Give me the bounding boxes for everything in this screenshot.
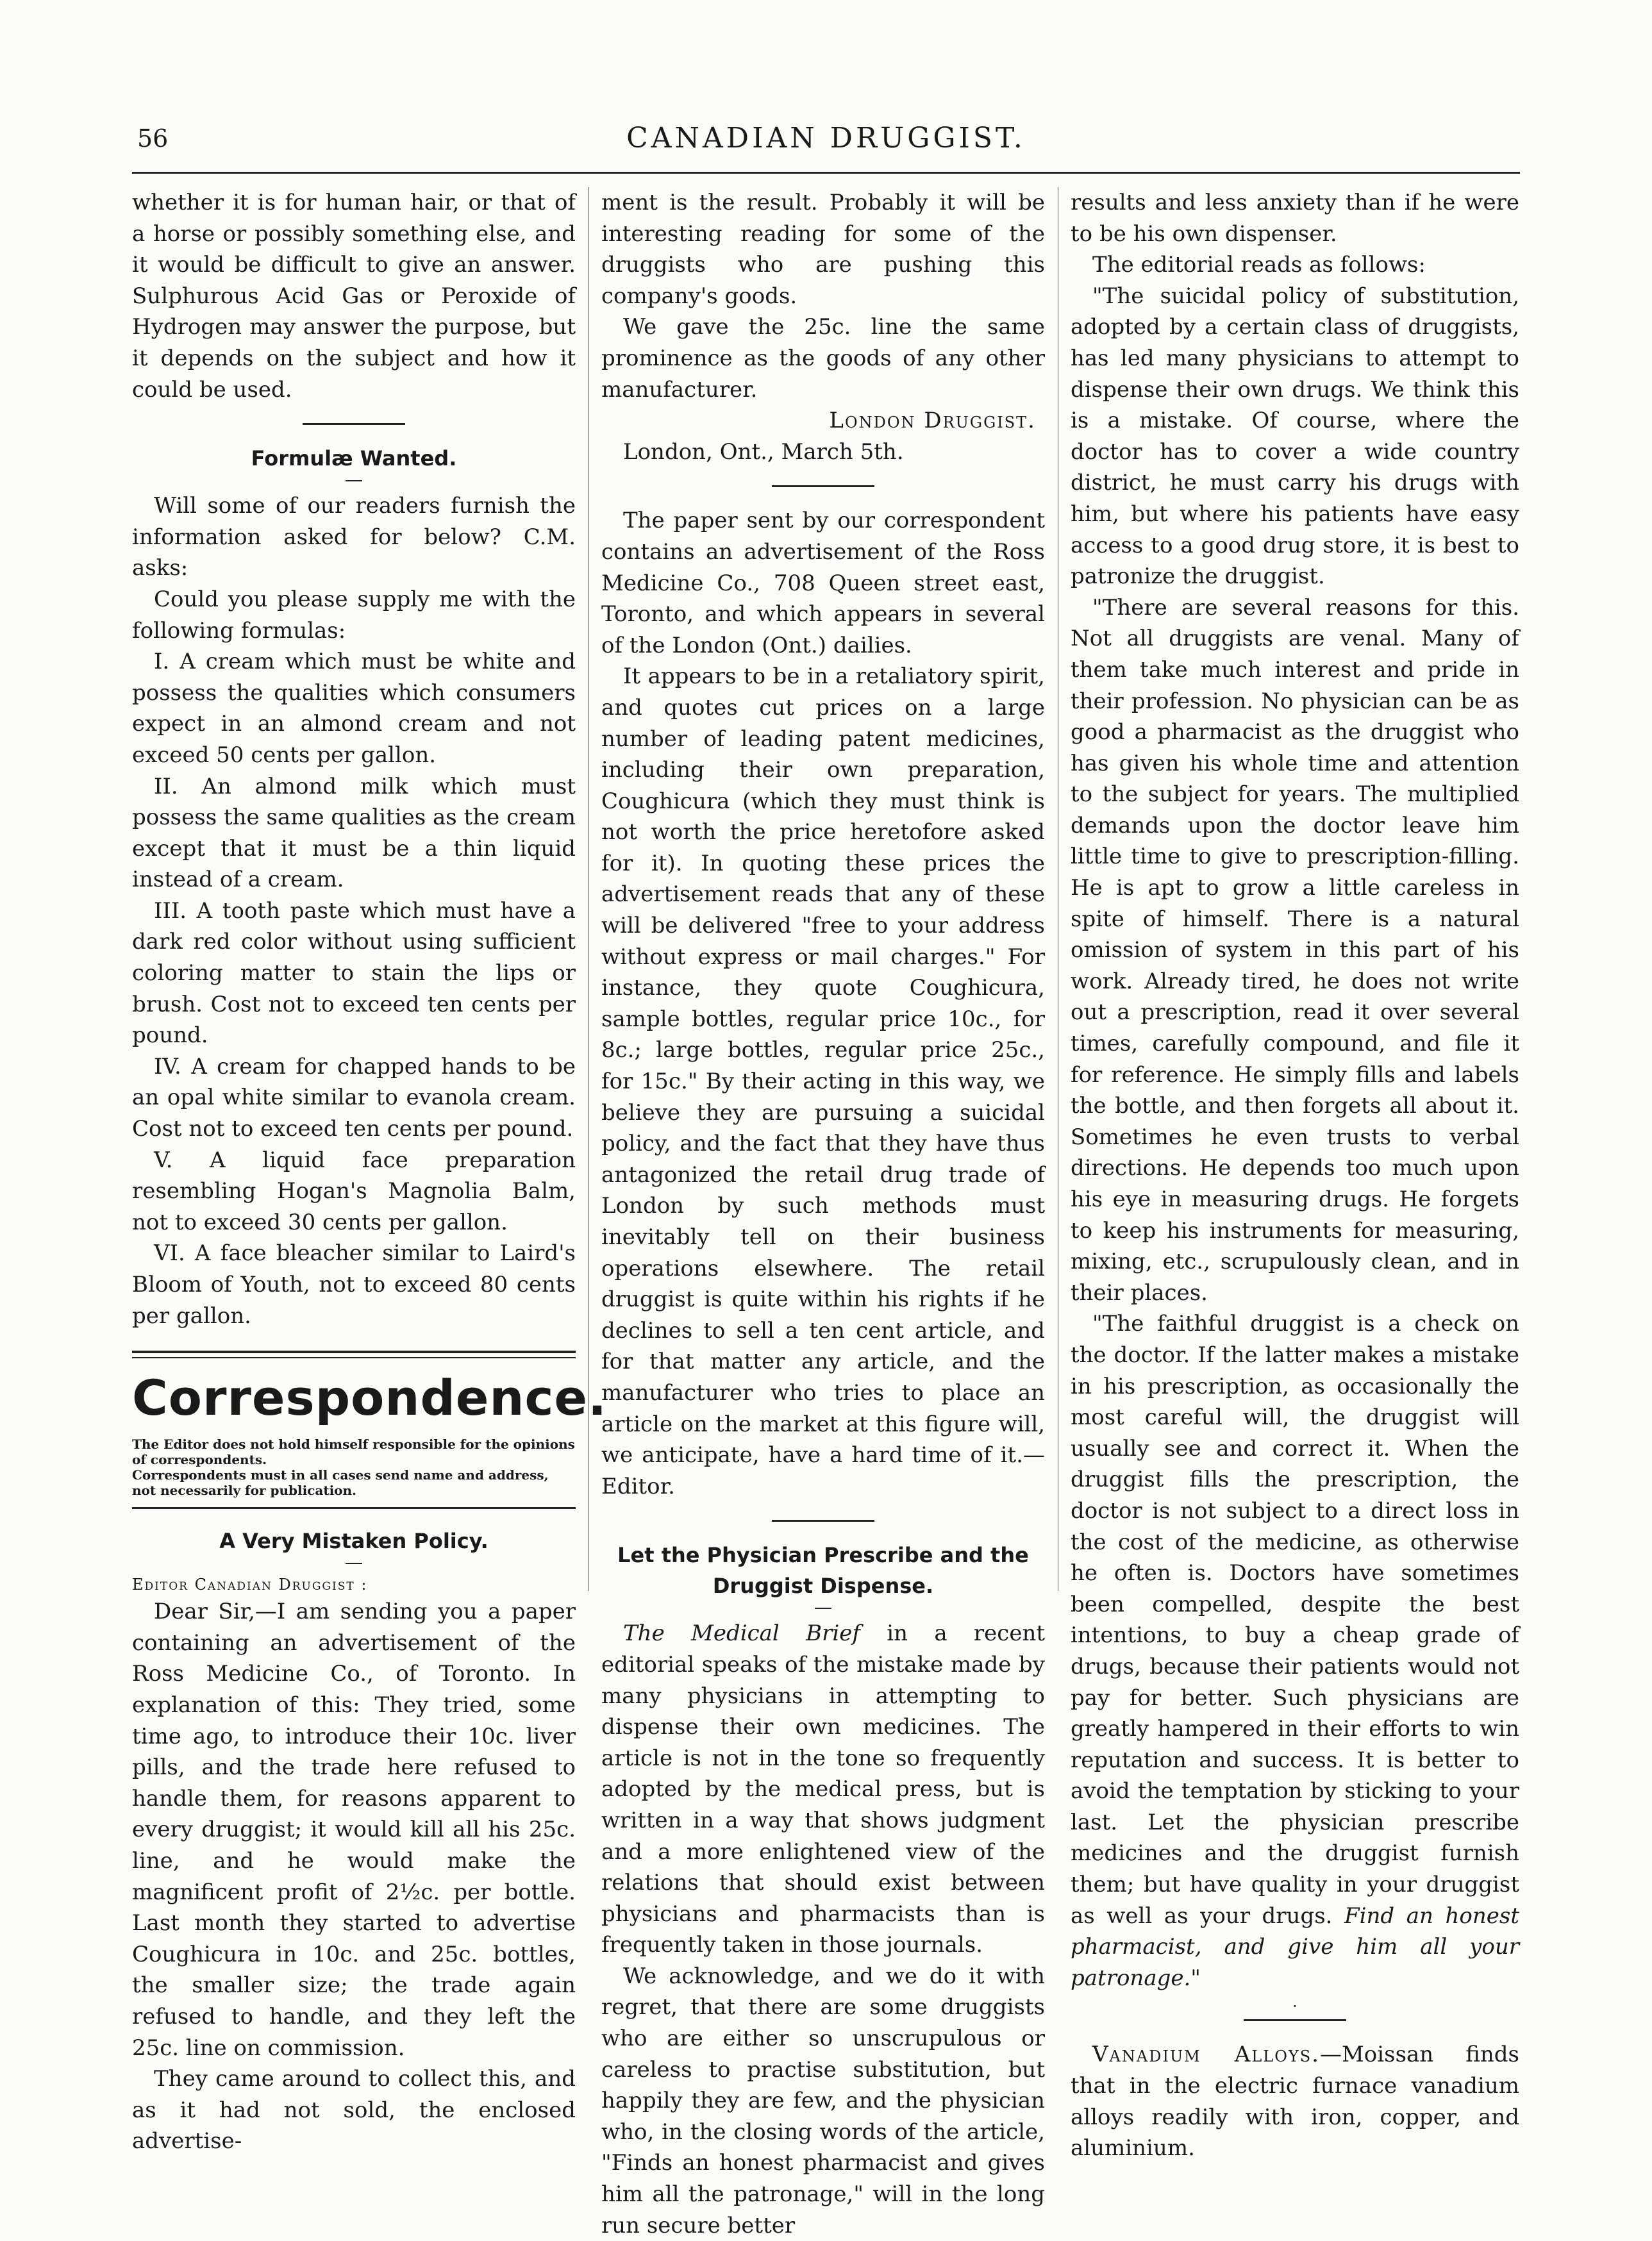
page-number: 56	[137, 124, 169, 153]
quote-paragraph-2: "There are several reasons for this. Not all druggists are venal. Many of them take much interest and pride in their profession. No physician can be as good a pharmacist as the druggist who has given his whole time and attention to the subject for years. The multiplied demands upon the doctor leave him little time to give to prescription-filling. He is apt to grow a little careless in spite of himself. There is a natural omission of system in this part of his work. Already tired, he does not write out a prescription, read it over several times, carefully compound, and file it for reference. He simply fills and labels the bottle, and then forgets all about it. Sometimes he even trusts to verbal directions. He depends too much upon his eye in measuring drugs. He forgets to keep his instruments for measuring, mixing, etc., scrupulously clean, and in their places.	[1071, 594, 1519, 1306]
alloys-paragraph: Vanadium Alloys.—Moissan finds that in the electric furnace vanadium alloys readily with iron, copper, and aluminium.	[1071, 2042, 1519, 2162]
letter-signature: London Druggist.	[829, 408, 1036, 434]
article-paragraph-3: The editorial reads as follows:	[1092, 252, 1426, 278]
formula-item-2: II. An almond milk which must possess the same qualities as the cream except that it must be a thin liquid instead of a cream.	[132, 773, 576, 893]
letter-dateline: London, Ont., March 5th.	[623, 438, 904, 465]
column-2	[601, 187, 1045, 2241]
quote-closing: Find an honest pharmacist, and give him all your patronage."	[1071, 1903, 1519, 1991]
heading-dash	[815, 1608, 831, 1609]
letter-paragraph-1: Dear Sir,—I am sending you a paper containing an advertisement of the Ross Medicine Co., of Toronto. In explanation of this: They tried, some time ago, to introduce their 10c. liver pills, and the trade here refused to handle them, for reasons apparent to every druggist; it would kill all his 25c. line, and he would make the magnificent profit of 2½c. per bottle. Last month they started to advertise Coughicura in 10c. and 25c. bottles, the smaller size; the trade again refused to handle, and they left the 25c. line on commission.	[132, 1599, 576, 2061]
letter-paragraph-2: They came around to collect this, and as it had not sold, the enclosed advertise-	[132, 2066, 576, 2154]
formula-item-4: IV. A cream for chapped hands to be an opal white similar to evanola cream. Cost not to exceed ten cents per pound.	[132, 1053, 576, 1142]
article-paragraph-1: The Medical Brief in a recent editorial speaks of the mistake made by many physicians in attempting to dispense their own medicines. The article is not in the tone so frequently adopted by the medical press, but is written in a way that shows judgment and a more enlightened view of the relations that should exist between physicians and pharmacists than is frequently taken in those journals.	[601, 1620, 1046, 1958]
correspondence-title: Correspondence.	[132, 1369, 607, 1427]
heading-dash	[346, 1563, 362, 1564]
publication-title: The Medical Brief	[623, 1620, 860, 1647]
editor-note-line-1: The Editor does not hold himself responsible for the opinions of correspondents.	[132, 1437, 575, 1468]
column-3	[1071, 187, 1519, 2164]
article-paragraph-2: We acknowledge, and we do it with regret, that there are some druggists who are either so unscrupulous or careless to practise substitution, but happily they are few, and the physician who, in the closing words of the article, "Finds an honest pharmacist and gives him all the patronage," will in the long run secure better	[601, 1963, 1045, 2238]
letter-salutation: Editor Canadian Druggist :	[132, 1576, 368, 1594]
heading-dash	[346, 480, 362, 481]
note-rule	[132, 1507, 576, 1509]
formula-item-1: I. A cream which must be white and possess the qualities which consumers expect in an almond cream and not exceed 50 cents per gallon.	[132, 649, 576, 768]
formulae-heading: Formulæ Wanted.	[251, 446, 457, 471]
formula-item-6: VI. A face bleacher similar to Laird's Bloom of Youth, not to exceed 80 cents per gallon.	[132, 1240, 576, 1329]
header-rule	[132, 172, 1520, 174]
editor-note	[132, 1437, 576, 1498]
editor-note-line-2: Correspondents must in all cases send name and address, not necessarily for publication.	[132, 1467, 549, 1499]
letter-continued: ment is the result. Probably it will be interesting reading for some of the druggists who are pushing this company's goods.	[601, 190, 1045, 309]
formulae-question: Could you please supply me with the following formulas:	[132, 586, 576, 644]
article-heading: Let the Physician Prescribe and the Druggist Dispense.	[617, 1543, 1029, 1599]
intro-paragraph: whether it is for human hair, or that of a horse or possibly something else, and it would be difficult to give an answer. Sulphurous Acid Gas or Peroxide of Hydrogen may answer the purpose, but it depends on the subject and how it could be used.	[132, 190, 576, 403]
editor-reply-2: It appears to be in a retaliatory spirit, and quotes cut prices on a large number of leading patent medicines, including their own preparation, Coughicura (which they must think is not worth the price heretofore asked for it). In quoting these prices the advertisement reads that any of these will be delivered "free to your address without express or mail charges." For instance, they quote Coughicura, sample bottles, regular price 10c., for 8c.; large bottles, regular price 25c., for 15c." By their acting in this way, we believe they are pursuing a suicidal policy, and the fact that they have thus antagonized the retail drug trade of London by such methods must inevitably tell on their business operations elsewhere. The retail druggist is quite within his rights if he declines to sell a ten cent article, and for that matter any article, and the manufacturer who tries to place an article on the market at this figure will, we anticipate, have a hard time of it.—Editor.	[601, 663, 1045, 1499]
column-1	[132, 187, 607, 2157]
formula-item-5: V. A liquid face preparation resembling Hogan's Magnolia Balm, not to exceed 30 cents per gallon.	[132, 1147, 576, 1235]
section-rule	[303, 423, 405, 425]
letter-heading: A Very Mistaken Policy.	[219, 1529, 488, 1554]
section-rule	[1244, 2019, 1346, 2021]
correspondence-double-rule	[132, 1351, 576, 1358]
page-header	[132, 121, 1520, 162]
section-rule	[772, 485, 874, 487]
article-continued: results and less anxiety than if he were to be his own dispenser.	[1071, 190, 1519, 247]
alloys-title: Vanadium Alloys.	[1092, 2042, 1320, 2068]
section-rule	[772, 1520, 874, 1522]
quote-paragraph-3: "The faithful druggist is a check on the doctor. If the latter makes a mistake in his prescription, as occasionally the most careful will, the druggist will usually see and correct it. When the druggist fills the prescription, the doctor is not subject to a direct loss in the cost of the medicine, as otherwise he often is. Doctors have sometimes been compelled, despite the best intentions, to buy a cheap grade of drugs, because their patients would not pay for better. Such physicians are greatly hampered in their efforts to win reputation and success. It is better to avoid the temptation by sticking to your last. Let the physician prescribe medicines and the druggist furnish them; but have quality in your druggist as well as your drugs. Find an honest pharmacist, and give him all your patronage."	[1071, 1311, 1519, 1991]
quote-paragraph-1: "The suicidal policy of substitution, adopted by a certain class of druggists, has led many physicians to attempt to dispense their own drugs. We think this is a mistake. Of course, where the doctor has to cover a wide country district, he must carry his drugs with him, but where his patients have easy access to a good drug store, it is best to patronize the druggist.	[1071, 283, 1519, 590]
editor-reply-1: The paper sent by our correspondent contains an advertisement of the Ross Medicine Co., 708 Queen street east, Toronto, and which appears in several of the London (Ont.) dailies.	[601, 508, 1045, 658]
journal-title: CANADIAN DRUGGIST.	[626, 122, 1026, 154]
letter-paragraph-3: We gave the 25c. line the same prominence as the goods of any other manufacturer.	[601, 314, 1045, 403]
formulae-intro: Will some of our readers furnish the information asked for below? C.M. asks:	[132, 493, 576, 581]
decorative-dot: ·	[1292, 1997, 1297, 2016]
formula-item-3: III. A tooth paste which must have a dark red color without using sufficient coloring matter to stain the lips or brush. Cost not to exceed ten cents per pound.	[132, 897, 576, 1049]
